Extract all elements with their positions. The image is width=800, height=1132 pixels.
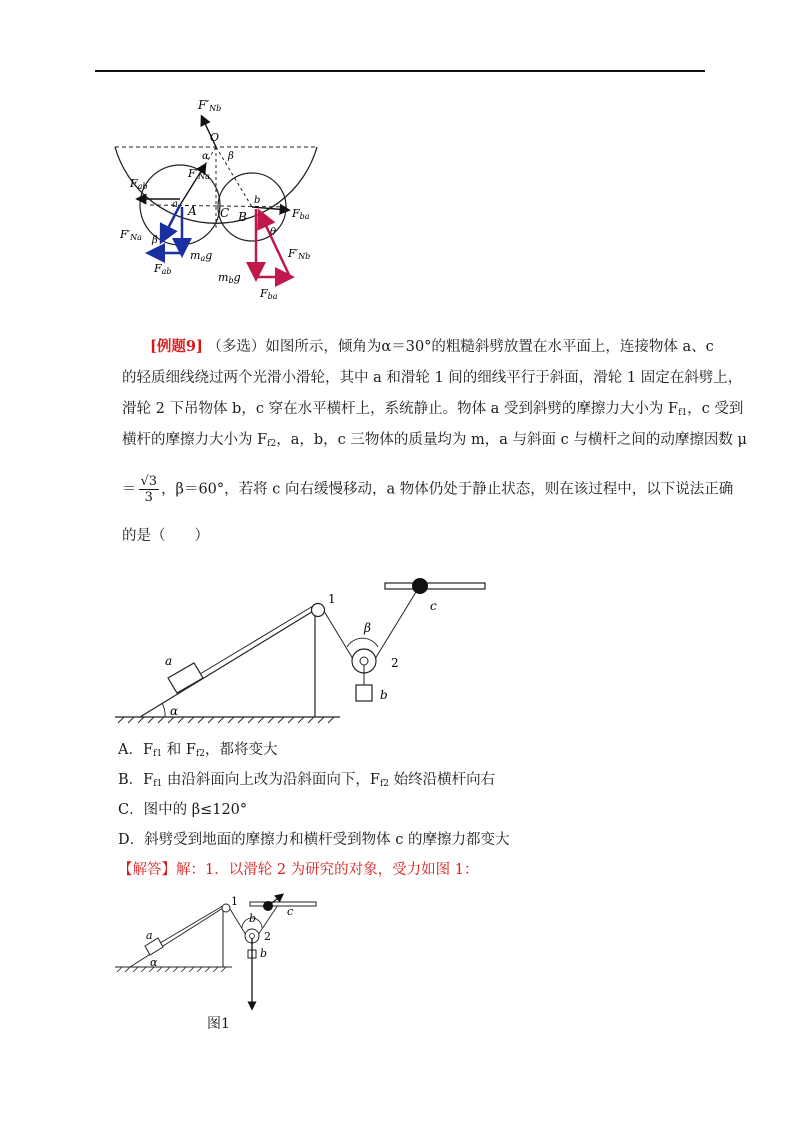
label-A: A: [188, 204, 197, 218]
problem-line-1: [150, 337, 730, 357]
label-o: O: [210, 131, 220, 144]
label-theta: θ: [270, 227, 277, 238]
problem-line-6: 的是（ ）: [122, 528, 209, 544]
label-fba: Fba: [292, 207, 310, 221]
label-fna: F′Na: [188, 167, 210, 181]
answer-line: [118, 860, 698, 880]
problem-line-2: 的轻质细线绕过两个光滑小滑轮，其中 a 和滑轮 1 间的细线平行于斜面，滑轮 1 固定在斜劈上，: [122, 370, 743, 386]
fig1-label-c: c: [287, 905, 294, 918]
fig1-label-alpha: α: [150, 956, 158, 969]
problem-tag: [例题9]: [150, 338, 203, 355]
fig1-label-b-angle: b: [249, 912, 257, 925]
label-b-small: b: [254, 195, 261, 206]
option-c: C．图中的 β≤120°: [118, 802, 248, 818]
figure-1-caption: 图1: [207, 1016, 230, 1032]
label-fna2: F′Na: [120, 228, 142, 242]
fig1-label-b-block: b: [260, 947, 268, 960]
label-alpha: α: [202, 151, 209, 162]
option-b: B．$F_{f1}$ 由沿斜面向上改为沿斜面向下，$F_{f2}$ 始终沿横杆向右: [118, 772, 496, 789]
label-c: c: [430, 599, 437, 613]
fig1-label-a: a: [146, 929, 153, 942]
label-beta2: β: [152, 235, 158, 246]
label-mag: mag: [190, 249, 213, 263]
fig1-label-pulley-2: 2: [264, 930, 271, 943]
problem-line-5: ＝ $\frac{√3}{3}$ ，β＝60°，若将 c 向右缓慢移动，a 物体仍处于静止状态，则在该过程中，以下说法正确: [122, 474, 734, 505]
answer-text: 解：1．以滑轮 2 为研究的对象，受力如图 1：: [176, 862, 479, 878]
label-mbg: mbg: [218, 271, 241, 285]
problem-line-3: 滑轮 2 下吊物体 b，c 穿在水平横杆上，系统静止。物体 a 受到斜劈的摩擦力大小为 $F_{f1}$，c 受到: [122, 401, 744, 418]
label-pulley-2: 2: [391, 656, 399, 670]
label-fnb2: F′Nb: [288, 247, 311, 261]
label-fnb-top: F′Nb: [198, 98, 222, 113]
fig1-label-pulley-1: 1: [231, 895, 238, 908]
label-pulley-1: 1: [328, 592, 336, 606]
label-beta: β: [364, 621, 371, 635]
label-fab: Fab: [130, 177, 148, 191]
label-fab2: Fab: [154, 262, 172, 276]
option-d: D．斜劈受到地面的摩擦力和横杆受到物体 c 的摩擦力都变大: [118, 832, 510, 848]
label-block-a: a: [165, 654, 173, 668]
fraction: $\frac{√3}{3}$: [140, 474, 158, 505]
problem-line-4: 横杆的摩擦力大小为 $F_{f2}$，a，b，c 三物体的质量均为 m，a 与斜面 c 与横杆之间的动摩擦因数 μ: [122, 432, 747, 449]
label-a-small: a: [172, 199, 178, 210]
label-B: B: [238, 210, 247, 224]
header-rule: [95, 70, 705, 72]
label-C: C: [220, 206, 230, 220]
figure-incline-pulleys: [110, 575, 500, 725]
option-a: A．$F_{f1}$ 和 $F_{f2}$，都将变大: [118, 742, 278, 759]
label-block-b: b: [380, 688, 388, 702]
figure-spheres-in-bowl: [110, 95, 330, 310]
answer-tag: 【解答】: [118, 862, 176, 878]
label-alpha: α: [170, 704, 179, 718]
problem-text-1: 如图所示，倾角为α＝30°的粗糙斜劈放置在水平面上，连接物体 a、c: [265, 339, 714, 355]
label-beta: β: [228, 151, 234, 162]
label-fba2: Fba: [260, 287, 278, 301]
problem-type: （多选）: [207, 339, 266, 355]
